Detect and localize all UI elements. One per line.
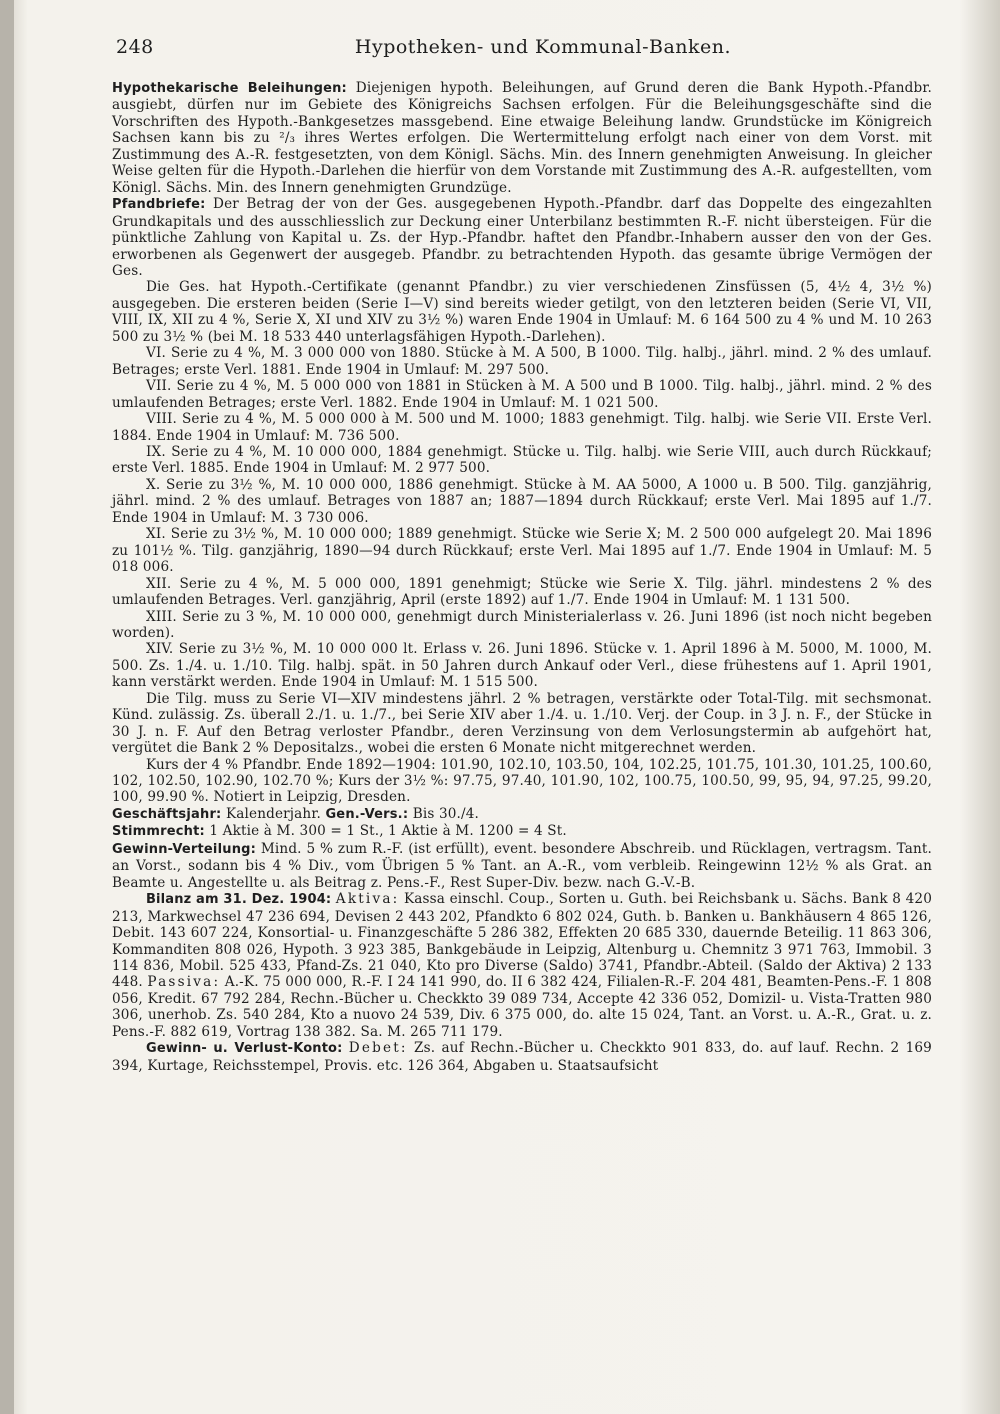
paragraph-serie-xiii: XIII. Serie zu 3 %, M. 10 000 000, genehmigt durch Ministerialerlass v. 26. Juni 1896 (ist noch nicht begeben worden).	[112, 608, 932, 641]
paragraph-serie-vii: VII. Serie zu 4 %, M. 5 000 000 von 1881 in Stücken à M. A 500 und B 1000. Tilg. halbj., jährl. mind. 2 % des umlaufenden Betrages; erste Verl. 1882. Ende 1904 in Umlauf: M. 1 021 500.	[112, 378, 932, 411]
running-head: Hypotheken- und Kommunal-Banken.	[354, 36, 732, 58]
label-geschaeftsjahr: Geschäftsjahr:	[112, 806, 222, 822]
label-passiva: Passiva:	[147, 974, 221, 991]
binding-gutter	[0, 0, 14, 1414]
label-gewinnverteilung: Gewinn-Verteilung:	[112, 841, 257, 857]
text-geschaeftsjahr: Kalenderjahr.	[221, 805, 321, 822]
paragraph-gewinn-konto	[112, 1040, 932, 1074]
paragraph-tilgung: Die Tilg. muss zu Serie VI—XIV mindestens jährl. 2 % betragen, verstärkte oder Total-Tilg. mit sechsmonat. Künd. zulässig. Zs. überall 2./1. u. 1./7., bei Serie XIV aber 1./4. u. 1./10. Verj. der Coup. in 3 J. n. F., der Stücke in 30 J. n. F. Auf den Betrag verloster Pfandbr., deren Verzinsung von dem Verlosungstermin ab aufgehört hat, vergütet die Bank 2 % Depositalzs., wobei die ersten 6 Monate nicht mitgerechnet werden.	[112, 690, 932, 757]
label-gen-vers: Gen.-Vers.:	[325, 806, 409, 822]
paragraph-serie-xi: XI. Serie zu 3½ %, M. 10 000 000; 1889 genehmigt. Stücke wie Serie X; M. 2 500 000 aufgelegt 20. Mai 1896 zu 101½ %. Tilg. ganzjährig, 1890—94 durch Rückkauf; erste Verl. Mai 1895 auf 1./7. Ende 1904 in Umlauf: M. 5 018 006.	[112, 526, 932, 576]
paragraph-pfandbriefe	[112, 196, 932, 279]
text-gewinnverteilung: Mind. 5 % zum R.-F. (ist erfüllt), event. besondere Abschreib. und Rücklagen, vertragsm. Tant. an Vorst., sodann bis 4 % Div., vom Übrigen 5 % Tant. an A.-R., vom verbleib. Reingewinn 12½ % als Grat. an Beamte u. Angestellte u. als Beitrag z. Pens.-F., Rest Super-Div. bezw. nach G.-V.-B.	[112, 840, 932, 891]
paragraph-serie-xiv: XIV. Serie zu 3½ %, M. 10 000 000 lt. Erlass v. 26. Juni 1896. Stücke v. 1. April 1896 à M. 5000, M. 1000, M. 500. Zs. 1./4. u. 1./10. Tilg. halbj. spät. in 50 Jahren durch Ankauf oder Verl., diese frühestens auf 1. April 1901, kann verstärkt werden. Ende 1904 in Umlauf: M. 1 515 500.	[112, 641, 932, 691]
paragraph-kurs: Kurs der 4 % Pfandbr. Ende 1892—1904: 101.90, 102.10, 103.50, 104, 102.25, 101.75, 101.30, 101.25, 100.60, 102, 102.50, 102.90, 102.70 %; Kurs der 3½ %: 97.75, 97.40, 101.90, 102, 100.75, 100.50, 99, 95, 94, 97.25, 99.20, 100, 99.90 %. Notiert in Leipzig, Dresden.	[112, 756, 932, 806]
paragraph-certifikate: Die Ges. hat Hypoth.-Certifikate (genannt Pfandbr.) zu vier verschiedenen Zinsfüssen (5, 4½ 4, 3½ %) ausgegeben. Die ersteren beiden (Serie I—V) sind bereits wieder getilgt, von den letzteren beiden (Serie VI, VII, VIII, IX, XII zu 4 %, Serie X, XI und XIV zu 3½ %) waren Ende 1904 in Umlauf: M. 6 164 500 zu 4 % und M. 10 263 500 zu 3½ % (bei M. 18 533 440 unterlagsfähigen Hypoth.-Darlehen).	[112, 279, 932, 345]
paragraph-serie-vi: VI. Serie zu 4 %, M. 3 000 000 von 1880. Stücke à M. A 500, B 1000. Tilg. halbj., jährl. mind. 2 % des umlauf. Betrages; erste Verl. 1881. Ende 1904 in Umlauf: M. 297 500.	[112, 345, 932, 378]
label-gewinn-konto: Gewinn- u. Verlust-Konto:	[146, 1041, 343, 1057]
label-beleihungen: Hypothekarische Beleihungen:	[112, 81, 347, 96]
text-gewinn-konto: Zs. auf Rechn.-Bücher u. Checkkto 901 833, do. auf lauf. Rechn. 2 169 394, Kurtage, Reichsstempel, Provis. etc. 126 364, Abgaben u. Staatsaufsicht	[112, 1040, 932, 1074]
text-aktiva: Kassa einschl. Coup., Sorten u. Guth. bei Reichsbank u. Sächs. Bank 8 420 213, Markwechsel 47 236 694, Devisen 2 443 202, Pfandkto 6 802 024, Guth. b. Banken u. Bankhäusern 4 865 126, Debit. 143 607 224, Konsortial- u. Finanzgeschäfte 5 286 382, Effekten 20 685 330, dauernde Beteilig. 11 863 306, Kommanditen 808 026, Hypoth. 3 923 385, Bankgebäude in Leipzig, Altenburg u. Chemnitz 3 971 763, Immobil. 3 114 836, Mobil. 525 433, Pfand-Zs. 21 040, Kto pro Diverse (Saldo) 3741, Pfandbr.-Abteil. (Saldo der Aktiva) 2 133 448.	[112, 891, 932, 991]
paragraph-geschaeftsjahr	[112, 806, 932, 823]
page-number: 248	[116, 36, 154, 58]
text-passiva: A.-K. 75 000 000, R.-F. I 24 141 990, do. II 6 382 424, Filialen-R.-F. 204 481, Beamten-Pens.-F. 1 808 056, Kredit. 67 792 284, Rechn.-Bücher u. Checkkto 39 089 734, Accepte 42 336 052, Domizil- u. Vista-Tratten 980 306, unerhob. Zs. 540 284, Kto a nuovo 24 539, Div. 6 375 000, do. alte 15 024, Tant. an Vorst. u. A.-R., Grat. u. z. Pens.-F. 882 619, Vortrag 138 382. Sa. M. 265 711 179.	[112, 974, 932, 1040]
page-header	[116, 36, 930, 66]
paragraph-beleihungen	[112, 80, 932, 196]
paragraph-serie-x: X. Serie zu 3½ %, M. 10 000 000, 1886 genehmigt. Stücke à M. AA 5000, A 1000 u. B 500. Tilg. ganzjährig, jährl. mind. 2 % des umlauf. Betrages von 1887 an; 1887—1894 durch Rückkauf; erste Verl. Mai 1895 auf 1./7. Ende 1904 in Umlauf: M. 3 730 006.	[112, 476, 932, 526]
page-body	[112, 80, 932, 1074]
text-beleihungen: Diejenigen hypoth. Beleihungen, auf Grund deren die Bank Hypoth.-Pfandbr. ausgiebt, dürfen nur im Gebiete des Königreichs Sachsen erfolgen. Für die Beleihungsgeschäfte sind die Vorschriften des Hypoth.-Bankgesetzes massgebend. Eine etwaige Beleihung landw. Grundstücke im Königreich Sachsen kann bis zu ²/₃ ihres Wertes erfolgen. Die Wertermittelung erfolgt nach einer von dem Vorst. mit Zustimmung des A.-R. festgesetzten, von dem Königl. Sächs. Min. des Innern genehmigten Anweisung. In gleicher Weise gelten für die Hypoth.-Darlehen die hierfür von dem Vorstande mit Zustimmung des A.-R. aufgestellten, vom Königl. Sächs. Min. des Innern genehmigten Grundzüge.	[112, 80, 932, 196]
paragraph-serie-xii: XII. Serie zu 4 %, M. 5 000 000, 1891 genehmigt; Stücke wie Serie X. Tilg. jährl. mindestens 2 % des umlaufenden Betrages. Verl. ganzjährig, April (erste 1892) auf 1./7. Ende 1904 in Umlauf: M. 1 131 500.	[112, 575, 932, 609]
paragraph-serie-viii: VIII. Serie zu 4 %, M. 5 000 000 à M. 500 und M. 1000; 1883 genehmigt. Tilg. halbj. wie Serie VII. Erste Verl. 1884. Ende 1904 in Umlauf: M. 736 500.	[112, 411, 932, 444]
label-debet: Debet:	[348, 1040, 408, 1057]
label-stimmrecht: Stimmrecht:	[112, 824, 205, 840]
text-gen-vers: Bis 30./4.	[408, 805, 480, 822]
label-pfandbriefe: Pfandbriefe:	[112, 197, 206, 213]
paragraph-bilanz	[112, 891, 932, 1040]
label-bilanz: Bilanz am 31. Dez. 1904:	[146, 892, 332, 908]
paragraph-serie-ix: IX. Serie zu 4 %, M. 10 000 000, 1884 genehmigt. Stücke u. Tilg. halbj. wie Serie VIII, auch durch Rückkauf; erste Verl. 1885. Ende 1904 in Umlauf: M. 2 977 500.	[112, 443, 932, 477]
text-stimmrecht: 1 Aktie à M. 300 = 1 St., 1 Aktie à M. 1200 = 4 St.	[204, 823, 567, 840]
text-pfandbriefe: Der Betrag der von der Ges. ausgegebenen Hypoth.-Pfandbr. darf das Doppelte des eingezahlten Grundkapitals und des ausschliesslich zur Deckung einer Unterbilanz bestimmten R.-F. nicht übersteigen. Für die pünktliche Zahlung von Kapital u. Zs. der Hyp.-Pfandbr. haftet den Pfandbr.-Inhabern ausser den von der Ges. erworbenen als Gegenwert der ausgegeb. Pfandbr. zu betrachtenden Hypoth. das gesamte übrige Vermögen der Ges.	[112, 196, 932, 279]
paragraph-stimmrecht	[112, 823, 932, 840]
label-aktiva: Aktiva:	[335, 891, 400, 908]
paragraph-gewinnverteilung	[112, 841, 932, 891]
